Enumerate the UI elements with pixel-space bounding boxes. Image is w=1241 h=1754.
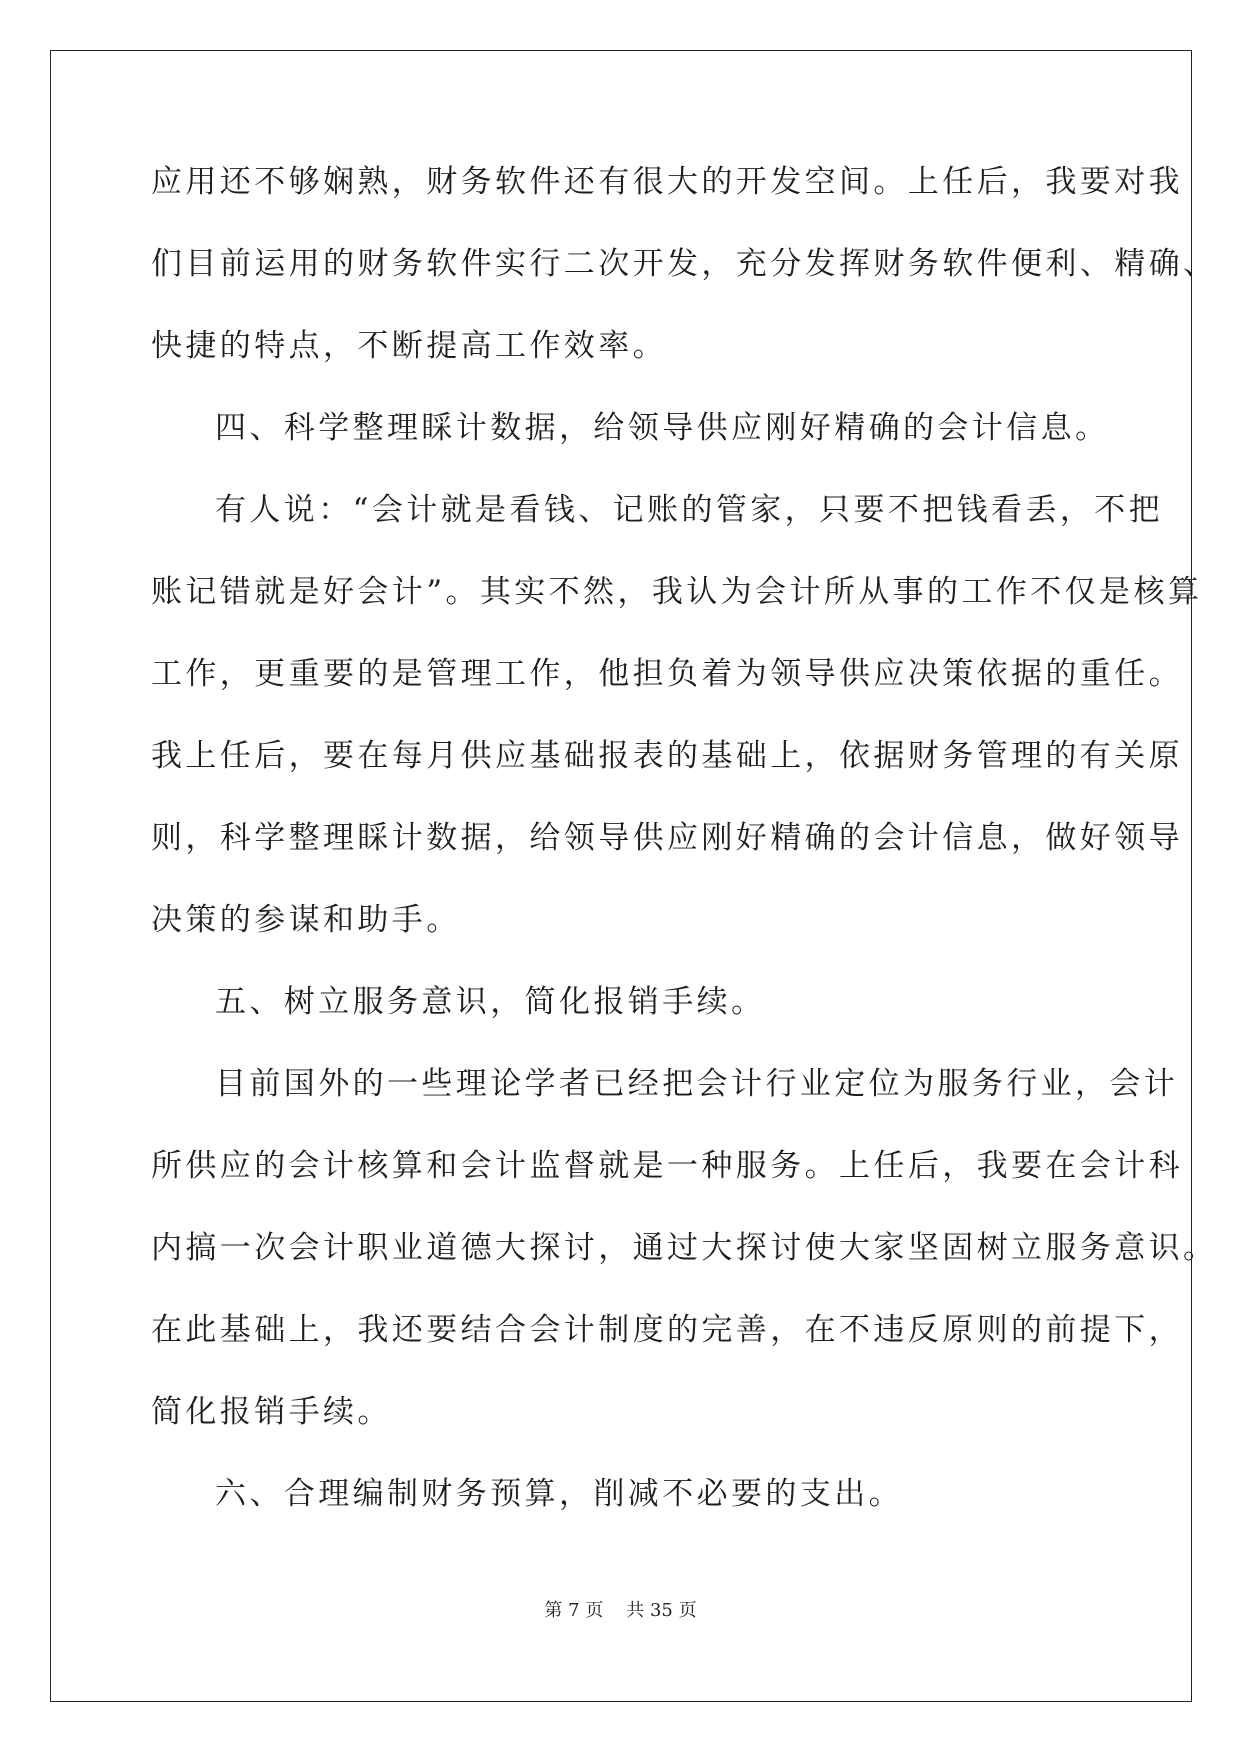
text-line: 工作，更重要的是管理工作，他担负着为领导供应决策依据的重任。: [151, 656, 1183, 692]
text-line: 内搞一次会计职业道德大探讨，通过大探讨使大家坚固树立服务意识。: [151, 1230, 1218, 1266]
text-line: 简化报销手续。: [151, 1394, 392, 1430]
text-line: 则，科学整理睬计数据，给领导供应刚好精确的会计信息，做好领导: [151, 820, 1183, 856]
total-pages: 共 35 页: [626, 1600, 697, 1621]
text-line: 所供应的会计核算和会计监督就是一种服务。上任后，我要在会计科: [151, 1148, 1183, 1184]
text-line: 账记错就是好会计”。其实不然，我认为会计所从事的工作不仅是核算: [151, 574, 1203, 610]
document-body: [151, 162, 1218, 1556]
text-line: 们目前运用的财务软件实行二次开发，充分发挥财务软件便利、精确、: [151, 246, 1218, 282]
text-line: 决策的参谋和助手。: [151, 902, 461, 938]
text-line: 四、科学整理睬计数据，给领导供应刚好精确的会计信息。: [215, 410, 1110, 446]
text-line: 在此基础上，我还要结合会计制度的完善，在不违反原则的前提下，: [151, 1312, 1183, 1348]
text-line: 五、树立服务意识，简化报销手续。: [215, 984, 766, 1020]
text-line: 快捷的特点，不断提高工作效率。: [151, 328, 667, 364]
text-line: 目前国外的一些理论学者已经把会计行业定位为服务行业，会计: [215, 1066, 1179, 1102]
text-line: 六、合理编制财务预算，削减不必要的支出。: [215, 1476, 903, 1512]
text-line: 我上任后，要在每月供应基础报表的基础上，依据财务管理的有关原: [151, 738, 1183, 774]
page-number: 第 7 页: [544, 1600, 604, 1621]
text-line: 应用还不够娴熟，财务软件还有很大的开发空间。上任后，我要对我: [151, 164, 1183, 200]
text-line: 有人说：“会计就是看钱、记账的管家，只要不把钱看丢，不把: [215, 492, 1164, 528]
page-footer: [0, 1596, 1241, 1622]
